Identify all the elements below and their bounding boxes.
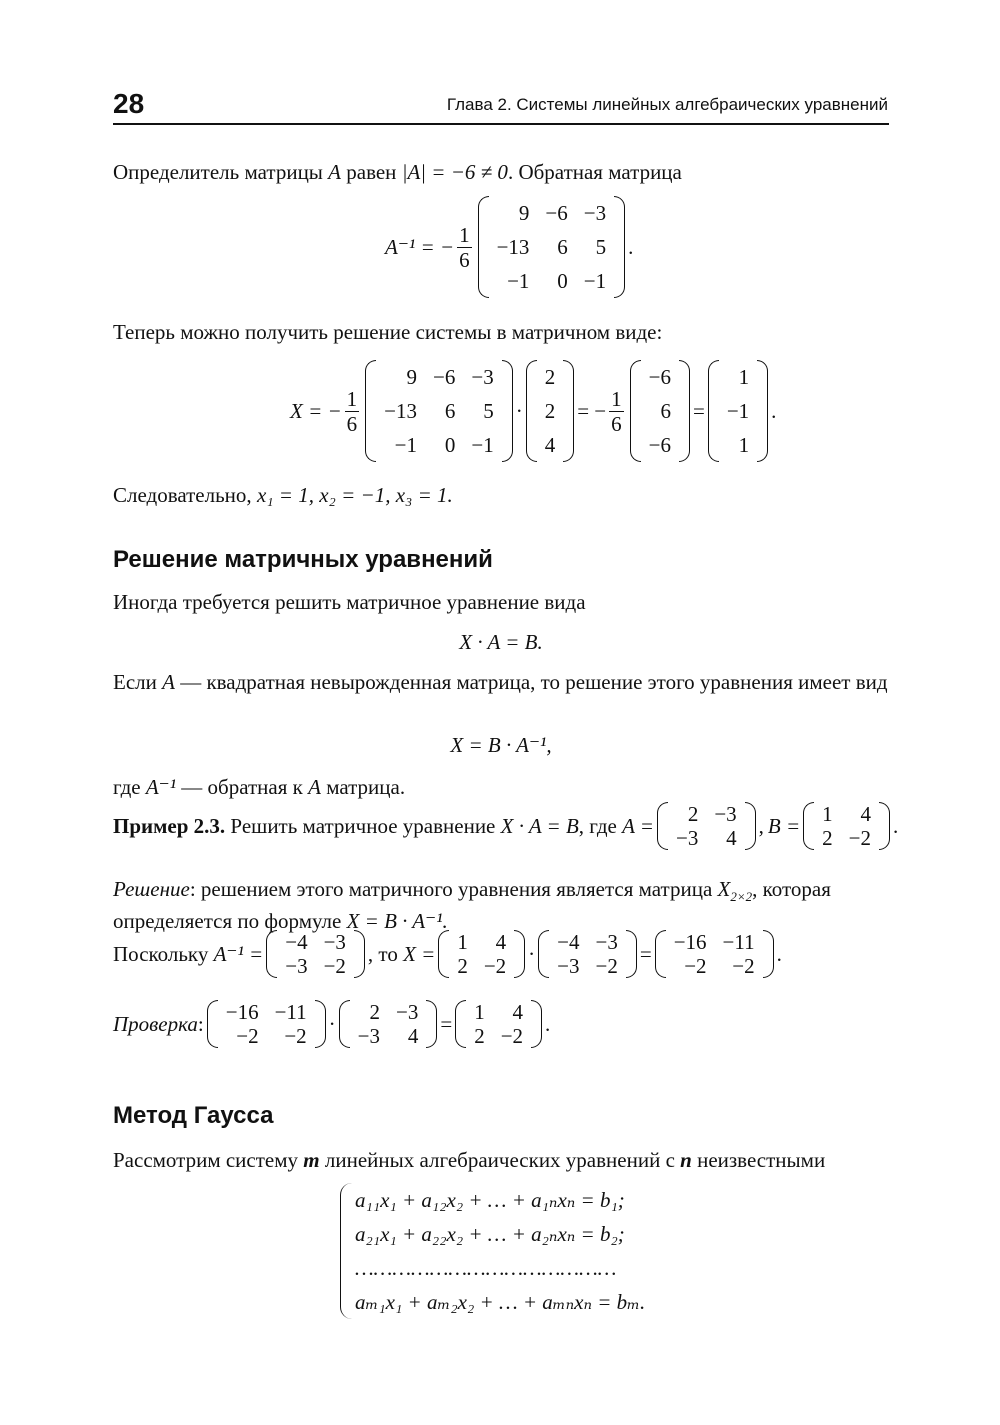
paragraph-system-intro: Рассмотрим систему m линейных алгебраических уравнений с n неизвестными: [113, 1148, 826, 1172]
matrix-cell: −3: [323, 930, 346, 954]
matrix-example-ainv-2: [538, 930, 637, 978]
system-equation: aₘ₁x₁ + aₘ₂x₂ + … + aₘₙxₙ = bₘ.: [355, 1290, 646, 1314]
matrix-cell: −16: [673, 930, 707, 954]
matrix-cell: −6: [648, 433, 671, 457]
matrix-cell: −11: [274, 1000, 307, 1024]
matrix-cell: −13: [384, 399, 418, 423]
fraction: $\frac{1}{6}$: [611, 386, 622, 436]
matrix-cell: −2: [500, 1024, 524, 1048]
section-heading-gauss: Метод Гаусса: [113, 1102, 274, 1129]
paragraph-inverse-def: где A⁻¹ — обратная к A матрица.: [113, 775, 406, 799]
matrix-cell: 2: [544, 365, 556, 389]
matrix-ainv-2: [365, 360, 513, 462]
matrix-cell: 0: [557, 269, 568, 293]
matrix-cell: −2: [732, 954, 755, 978]
solution-formula: X = − $\frac{1}{6}$ 9 −6 −3 −13 6 5 −1 0 −1 · 2 2 4 = − $\frac{1}{6}$ −6 6 −6 = 1 −1 1 .: [290, 360, 776, 462]
matrix-example-x: [655, 930, 774, 978]
linear-system: [340, 1183, 645, 1319]
paragraph-determinant: Определитель матрицы A равен |A| = −6 ≠ 0. Обратная матрица: [113, 160, 682, 184]
matrix-cell: 4: [860, 802, 872, 826]
matrix-cell: −16: [225, 1000, 259, 1024]
matrix-cell: −1: [583, 269, 607, 293]
paragraph-solution: Решение: решением этого матричного уравнения является матрица $X_{2\times 2}$, которая определяется по формуле X = B · A⁻¹.: [113, 877, 831, 934]
matrix-cell: 2: [474, 1024, 485, 1048]
paragraph-conclusion: Следовательно, x₁ = 1, x₂ = −1, x₃ = 1.: [113, 483, 453, 507]
matrix-cell: −2: [323, 954, 346, 978]
equation-xa-b: X · A = B.: [459, 630, 543, 654]
matrix-cell: 1: [457, 930, 468, 954]
matrix-cell: −4: [557, 930, 580, 954]
matrix-cell: 4: [495, 930, 507, 954]
matrix-cell: 4: [726, 826, 737, 850]
matrix-check-x: [207, 1000, 326, 1048]
vector-result: [708, 360, 768, 462]
equation-x-b-ainv: X = B · A⁻¹,: [450, 733, 552, 757]
matrix-cell: −6: [648, 365, 671, 389]
matrix-cell: −3: [583, 201, 607, 225]
curly-brace: [340, 1183, 355, 1319]
matrix-cell: −2: [483, 954, 507, 978]
since-line: Поскольку A⁻¹ = −4 −3 −3 −2 , то X = 1 4 2 −2 · −4 −3 −3 −2 = −16 −11 −2 −2 .: [113, 930, 782, 978]
matrix-cell: −3: [285, 954, 308, 978]
matrix-cell: 4: [407, 1024, 419, 1048]
matrix-cell: 5: [595, 235, 607, 259]
matrix-cell: −1: [726, 399, 750, 423]
matrix-cell: −1: [471, 433, 494, 457]
vector-mid: [630, 360, 690, 462]
matrix-check-b: [455, 1000, 542, 1048]
matrix-cell: 4: [544, 433, 556, 457]
matrix-cell: −11: [722, 930, 755, 954]
matrix-cell: 6: [557, 235, 568, 259]
matrix-cell: 9: [406, 365, 418, 389]
check-line: Проверка : −16 −11 −2 −2 · 2 −3 −3 4 = 1 4 2 −2 .: [113, 1000, 551, 1048]
matrix-cell: −2: [684, 954, 707, 978]
paragraph-nonsingular: Если A — квадратная невырожденная матрица, то решение этого уравнения имеет вид: [113, 670, 888, 694]
matrix-check-a: [339, 1000, 438, 1048]
matrix-cell: −6: [545, 201, 568, 225]
matrix-cell: 9: [518, 201, 530, 225]
matrix-cell: −13: [496, 235, 530, 259]
fraction: $\frac{1}{6}$: [459, 222, 470, 272]
page-number: 28: [113, 88, 145, 119]
matrix-cell: 2: [369, 1000, 381, 1024]
matrix-cell: 6: [444, 399, 456, 423]
matrix-cell: −3: [675, 826, 699, 850]
matrix-cell: 1: [738, 433, 750, 457]
matrix-cell: −2: [595, 954, 618, 978]
matrix-cell: 0: [444, 433, 456, 457]
system-equation: a₂₁x₁ + a₂₂x₂ + … + a₂ₙxₙ = b₂;: [355, 1222, 625, 1246]
matrix-cell: −3: [396, 1000, 419, 1024]
matrix-example-b-2: [438, 930, 525, 978]
matrix-cell: −2: [848, 826, 872, 850]
matrix-cell: 1: [738, 365, 750, 389]
matrix-cell: −3: [714, 802, 737, 826]
matrix-cell: −3: [595, 930, 618, 954]
paragraph-matrix-form: Теперь можно получить решение системы в матричном виде:: [113, 320, 663, 344]
matrix-cell: −6: [433, 365, 456, 389]
header-rule: [113, 123, 889, 125]
matrix-cell: 4: [512, 1000, 524, 1024]
matrix-cell: −2: [236, 1024, 259, 1048]
matrix-cell: 2: [822, 826, 833, 850]
vector-b: [526, 360, 575, 462]
matrix-cell: −3: [471, 365, 494, 389]
matrix-cell: −1: [507, 269, 530, 293]
matrix-cell: 2: [687, 802, 699, 826]
paragraph-intro: Иногда требуется решить матричное уравнение вида: [113, 590, 586, 614]
matrix-cell: 6: [660, 399, 671, 423]
matrix-cell: 2: [457, 954, 468, 978]
matrix-cell: 1: [474, 1000, 485, 1024]
system-equation: a₁₁x₁ + a₁₂x₂ + … + a₁ₙxₙ = b₁;: [355, 1188, 625, 1212]
system-equation: ……………………………………: [355, 1256, 617, 1280]
chapter-title: Глава 2. Системы линейных алгебраических уравнений: [446, 95, 888, 114]
matrix-ainv: [478, 196, 626, 298]
matrix-cell: −1: [394, 433, 418, 457]
matrix-example-ainv: [266, 930, 365, 978]
matrix-example-a: [657, 802, 756, 850]
matrix-cell: −3: [357, 1024, 381, 1048]
inverse-matrix-formula: A⁻¹ = − $\frac{1}{6}$ 9 −6 −3 −13 6 5 −1 0 −1 .: [385, 196, 633, 298]
fraction: $\frac{1}{6}$: [346, 386, 358, 436]
section-heading-matrix-equations: Решение матричных уравнений: [113, 546, 493, 573]
matrix-cell: −2: [284, 1024, 307, 1048]
matrix-cell: −4: [285, 930, 308, 954]
matrix-cell: 1: [822, 802, 833, 826]
matrix-cell: 2: [544, 399, 556, 423]
matrix-cell: 5: [483, 399, 494, 423]
example-2-3: Пример 2.3. Решить матричное уравнение X · A = B , где A = 2 −3 −3 4 , B = 1 4 2 −2 .: [113, 802, 899, 850]
matrix-example-b: [803, 802, 890, 850]
matrix-cell: −3: [557, 954, 580, 978]
